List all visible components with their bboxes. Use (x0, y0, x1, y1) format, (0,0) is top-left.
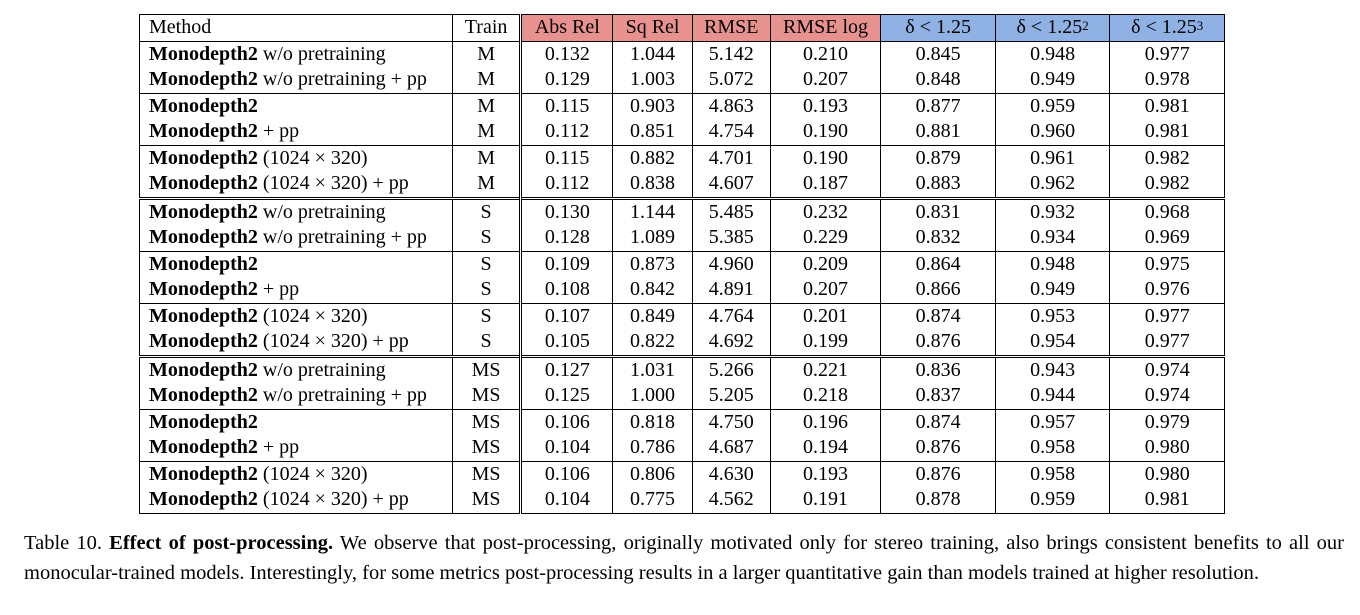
header-delta-3 (1110, 15, 1225, 42)
train-cell: MS (452, 487, 521, 513)
table-row (140, 67, 1225, 93)
abs-rel-cell: 0.125 (521, 383, 613, 409)
method-cell (140, 356, 453, 383)
header-sq-rel: Sq Rel (613, 15, 693, 42)
delta-2-cell: 0.957 (995, 409, 1110, 435)
sq-rel-cell: 0.818 (613, 409, 693, 435)
method-variant: (1024 × 320) + pp (257, 330, 409, 352)
delta-2-cell: 0.959 (995, 93, 1110, 119)
delta-2-cell: 0.959 (995, 487, 1110, 513)
delta-3-cell: 0.981 (1110, 93, 1225, 119)
table-row (140, 41, 1225, 67)
rmse-cell: 4.891 (692, 277, 770, 303)
header-rmse: RMSE (692, 15, 770, 42)
abs-rel-cell: 0.106 (521, 409, 613, 435)
method-name: Monodepth2 (149, 358, 258, 381)
delta-2-cell: 0.948 (995, 251, 1110, 277)
method-variant: w/o pretraining (257, 358, 386, 381)
sq-rel-cell: 0.786 (613, 435, 693, 461)
header-row (140, 15, 1225, 42)
method-name: Monodepth2 (149, 68, 258, 90)
table-row (140, 487, 1225, 513)
delta-2-cell: 0.954 (995, 329, 1110, 356)
method-variant: w/o pretraining (257, 200, 386, 223)
sq-rel-cell: 1.000 (613, 383, 693, 409)
train-cell: MS (452, 383, 521, 409)
method-variant: w/o pretraining + pp (257, 68, 427, 90)
abs-rel-cell: 0.129 (521, 67, 613, 93)
sq-rel-cell: 0.849 (613, 303, 693, 329)
rmse-cell: 5.485 (692, 198, 770, 225)
header-train: Train (452, 15, 521, 42)
table-row (140, 383, 1225, 409)
method-cell (140, 145, 453, 171)
sq-rel-cell: 0.775 (613, 487, 693, 513)
train-cell: M (452, 171, 521, 198)
method-cell (140, 461, 453, 487)
method-name: Monodepth2 (149, 436, 258, 458)
caption-title: Effect of post-processing. (109, 532, 334, 554)
train-cell: M (452, 119, 521, 145)
table-row (140, 303, 1225, 329)
results-table (139, 14, 1225, 514)
rmse-cell: 4.750 (692, 409, 770, 435)
rmse-log-cell: 0.191 (770, 487, 881, 513)
method-name: Monodepth2 (149, 226, 258, 248)
table-row (140, 277, 1225, 303)
delta-3-cell: 0.978 (1110, 67, 1225, 93)
delta-3-cell: 0.981 (1110, 119, 1225, 145)
train-cell: MS (452, 409, 521, 435)
abs-rel-cell: 0.109 (521, 251, 613, 277)
header-delta-3-base: δ < 1.25 (1131, 16, 1197, 38)
train-cell: S (452, 225, 521, 251)
method-variant: (1024 × 320) (257, 462, 368, 485)
method-cell (140, 277, 453, 303)
delta-3-cell: 0.981 (1110, 487, 1225, 513)
rmse-cell: 4.687 (692, 435, 770, 461)
delta-1-cell: 0.881 (881, 119, 995, 145)
method-cell (140, 41, 453, 67)
delta-2-cell: 0.944 (995, 383, 1110, 409)
method-name: Monodepth2 (149, 384, 258, 406)
sq-rel-cell: 1.031 (613, 356, 693, 383)
rmse-log-cell: 0.207 (770, 67, 881, 93)
delta-1-cell: 0.832 (881, 225, 995, 251)
method-name: Monodepth2 (149, 120, 258, 142)
method-variant: (1024 × 320) (257, 146, 368, 169)
method-name: Monodepth2 (149, 146, 258, 169)
table-row (140, 145, 1225, 171)
abs-rel-cell: 0.115 (521, 145, 613, 171)
table-row (140, 119, 1225, 145)
method-name: Monodepth2 (149, 278, 258, 300)
abs-rel-cell: 0.104 (521, 435, 613, 461)
rmse-log-cell: 0.193 (770, 93, 881, 119)
table-row (140, 409, 1225, 435)
delta-3-cell: 0.979 (1110, 409, 1225, 435)
method-variant: (1024 × 320) + pp (257, 172, 409, 194)
table-row (140, 198, 1225, 225)
method-cell (140, 119, 453, 145)
train-cell: S (452, 329, 521, 356)
rmse-log-cell: 0.190 (770, 119, 881, 145)
method-cell (140, 383, 453, 409)
sq-rel-cell: 1.089 (613, 225, 693, 251)
method-name: Monodepth2 (149, 252, 258, 275)
delta-2-cell: 0.943 (995, 356, 1110, 383)
delta-2-cell: 0.949 (995, 277, 1110, 303)
method-variant: + pp (257, 120, 300, 142)
delta-1-cell: 0.874 (881, 409, 995, 435)
method-name: Monodepth2 (149, 410, 258, 433)
table-row (140, 356, 1225, 383)
delta-2-cell: 0.948 (995, 41, 1110, 67)
delta-3-cell: 0.977 (1110, 329, 1225, 356)
train-cell: MS (452, 356, 521, 383)
method-cell (140, 303, 453, 329)
method-cell (140, 435, 453, 461)
rmse-cell: 4.754 (692, 119, 770, 145)
abs-rel-cell: 0.106 (521, 461, 613, 487)
delta-2-cell: 0.949 (995, 67, 1110, 93)
delta-2-cell: 0.958 (995, 461, 1110, 487)
delta-1-cell: 0.831 (881, 198, 995, 225)
header-rmse-log: RMSE log (770, 15, 881, 42)
method-cell (140, 409, 453, 435)
train-cell: MS (452, 461, 521, 487)
method-cell (140, 198, 453, 225)
sq-rel-cell: 0.822 (613, 329, 693, 356)
header-abs-rel: Abs Rel (521, 15, 613, 42)
train-cell: S (452, 277, 521, 303)
delta-1-cell: 0.864 (881, 251, 995, 277)
delta-1-cell: 0.866 (881, 277, 995, 303)
delta-1-cell: 0.874 (881, 303, 995, 329)
abs-rel-cell: 0.130 (521, 198, 613, 225)
sq-rel-cell: 1.003 (613, 67, 693, 93)
method-cell (140, 67, 453, 93)
method-name: Monodepth2 (149, 42, 258, 65)
delta-2-cell: 0.958 (995, 435, 1110, 461)
method-variant: + pp (257, 436, 300, 458)
delta-2-cell: 0.932 (995, 198, 1110, 225)
rmse-cell: 4.764 (692, 303, 770, 329)
delta-3-cell: 0.976 (1110, 277, 1225, 303)
delta-3-cell: 0.980 (1110, 435, 1225, 461)
rmse-log-cell: 0.193 (770, 461, 881, 487)
rmse-cell: 4.960 (692, 251, 770, 277)
train-cell: S (452, 198, 521, 225)
abs-rel-cell: 0.128 (521, 225, 613, 251)
train-cell: S (452, 303, 521, 329)
method-cell (140, 251, 453, 277)
table-row (140, 435, 1225, 461)
caption-text: We observe that post-processing, originally motivated only for stereo training, also brings consistent benefits to all our monocular-trained models. Interestingly, for some metrics post-processing results in a larger quantitative gain than models trained at higher resolution. (24, 532, 1345, 584)
method-variant: w/o pretraining + pp (257, 384, 427, 406)
train-cell: M (452, 41, 521, 67)
delta-2-cell: 0.953 (995, 303, 1110, 329)
table-row (140, 251, 1225, 277)
abs-rel-cell: 0.127 (521, 356, 613, 383)
table-row (140, 171, 1225, 198)
rmse-log-cell: 0.229 (770, 225, 881, 251)
abs-rel-cell: 0.115 (521, 93, 613, 119)
rmse-cell: 4.701 (692, 145, 770, 171)
method-name: Monodepth2 (149, 462, 258, 485)
method-variant: (1024 × 320) + pp (257, 488, 409, 510)
delta-3-cell: 0.982 (1110, 145, 1225, 171)
method-variant: w/o pretraining (257, 42, 386, 65)
sq-rel-cell: 1.044 (613, 41, 693, 67)
sq-rel-cell: 0.873 (613, 251, 693, 277)
rmse-log-cell: 0.218 (770, 383, 881, 409)
rmse-log-cell: 0.209 (770, 251, 881, 277)
method-name: Monodepth2 (149, 330, 258, 352)
method-cell (140, 487, 453, 513)
header-delta-3-exp: 3 (1196, 18, 1204, 33)
header-delta-2-base: δ < 1.25 (1016, 16, 1083, 38)
rmse-cell: 4.607 (692, 171, 770, 198)
rmse-cell: 4.692 (692, 329, 770, 356)
rmse-log-cell: 0.221 (770, 356, 881, 383)
method-name: Monodepth2 (149, 304, 258, 327)
method-variant: (1024 × 320) (257, 304, 368, 327)
rmse-log-cell: 0.201 (770, 303, 881, 329)
delta-1-cell: 0.848 (881, 67, 995, 93)
delta-1-cell: 0.883 (881, 171, 995, 198)
delta-3-cell: 0.982 (1110, 171, 1225, 198)
delta-2-cell: 0.934 (995, 225, 1110, 251)
delta-3-cell: 0.977 (1110, 303, 1225, 329)
method-variant: w/o pretraining + pp (257, 226, 427, 248)
abs-rel-cell: 0.104 (521, 487, 613, 513)
caption-label: Table 10. (24, 532, 102, 554)
abs-rel-cell: 0.108 (521, 277, 613, 303)
abs-rel-cell: 0.105 (521, 329, 613, 356)
delta-3-cell: 0.974 (1110, 383, 1225, 409)
delta-1-cell: 0.845 (881, 41, 995, 67)
rmse-cell: 5.072 (692, 67, 770, 93)
rmse-cell: 5.385 (692, 225, 770, 251)
rmse-log-cell: 0.207 (770, 277, 881, 303)
rmse-log-cell: 0.210 (770, 41, 881, 67)
table-row (140, 225, 1225, 251)
method-cell (140, 171, 453, 198)
rmse-cell: 5.266 (692, 356, 770, 383)
rmse-cell: 5.142 (692, 41, 770, 67)
delta-1-cell: 0.878 (881, 487, 995, 513)
header-delta-2 (995, 15, 1110, 42)
sq-rel-cell: 0.851 (613, 119, 693, 145)
delta-3-cell: 0.968 (1110, 198, 1225, 225)
header-method: Method (140, 15, 453, 42)
table-caption (24, 529, 1344, 588)
rmse-cell: 4.630 (692, 461, 770, 487)
rmse-cell: 4.863 (692, 93, 770, 119)
delta-1-cell: 0.876 (881, 461, 995, 487)
delta-1-cell: 0.877 (881, 93, 995, 119)
table-row (140, 93, 1225, 119)
delta-3-cell: 0.977 (1110, 41, 1225, 67)
delta-1-cell: 0.837 (881, 383, 995, 409)
method-cell (140, 225, 453, 251)
rmse-log-cell: 0.194 (770, 435, 881, 461)
method-name: Monodepth2 (149, 94, 258, 117)
rmse-cell: 4.562 (692, 487, 770, 513)
abs-rel-cell: 0.107 (521, 303, 613, 329)
method-cell (140, 329, 453, 356)
sq-rel-cell: 0.838 (613, 171, 693, 198)
delta-1-cell: 0.836 (881, 356, 995, 383)
table-row (140, 329, 1225, 356)
rmse-log-cell: 0.187 (770, 171, 881, 198)
delta-2-cell: 0.962 (995, 171, 1110, 198)
header-delta-1: δ < 1.25 (881, 15, 995, 42)
sq-rel-cell: 0.882 (613, 145, 693, 171)
method-name: Monodepth2 (149, 488, 258, 510)
method-cell (140, 93, 453, 119)
table-row (140, 461, 1225, 487)
train-cell: M (452, 145, 521, 171)
train-cell: S (452, 251, 521, 277)
delta-3-cell: 0.980 (1110, 461, 1225, 487)
header-delta-2-exp: 2 (1082, 18, 1089, 33)
delta-2-cell: 0.961 (995, 145, 1110, 171)
method-name: Monodepth2 (149, 200, 258, 223)
sq-rel-cell: 0.903 (613, 93, 693, 119)
train-cell: M (452, 93, 521, 119)
delta-1-cell: 0.876 (881, 329, 995, 356)
delta-2-cell: 0.960 (995, 119, 1110, 145)
sq-rel-cell: 0.806 (613, 461, 693, 487)
sq-rel-cell: 1.144 (613, 198, 693, 225)
train-cell: MS (452, 435, 521, 461)
delta-1-cell: 0.879 (881, 145, 995, 171)
abs-rel-cell: 0.132 (521, 41, 613, 67)
delta-3-cell: 0.969 (1110, 225, 1225, 251)
rmse-cell: 5.205 (692, 383, 770, 409)
rmse-log-cell: 0.196 (770, 409, 881, 435)
method-variant: + pp (257, 278, 300, 300)
rmse-log-cell: 0.190 (770, 145, 881, 171)
rmse-log-cell: 0.232 (770, 198, 881, 225)
delta-1-cell: 0.876 (881, 435, 995, 461)
sq-rel-cell: 0.842 (613, 277, 693, 303)
rmse-log-cell: 0.199 (770, 329, 881, 356)
abs-rel-cell: 0.112 (521, 171, 613, 198)
abs-rel-cell: 0.112 (521, 119, 613, 145)
delta-3-cell: 0.975 (1110, 251, 1225, 277)
delta-3-cell: 0.974 (1110, 356, 1225, 383)
method-name: Monodepth2 (149, 172, 258, 194)
train-cell: M (452, 67, 521, 93)
